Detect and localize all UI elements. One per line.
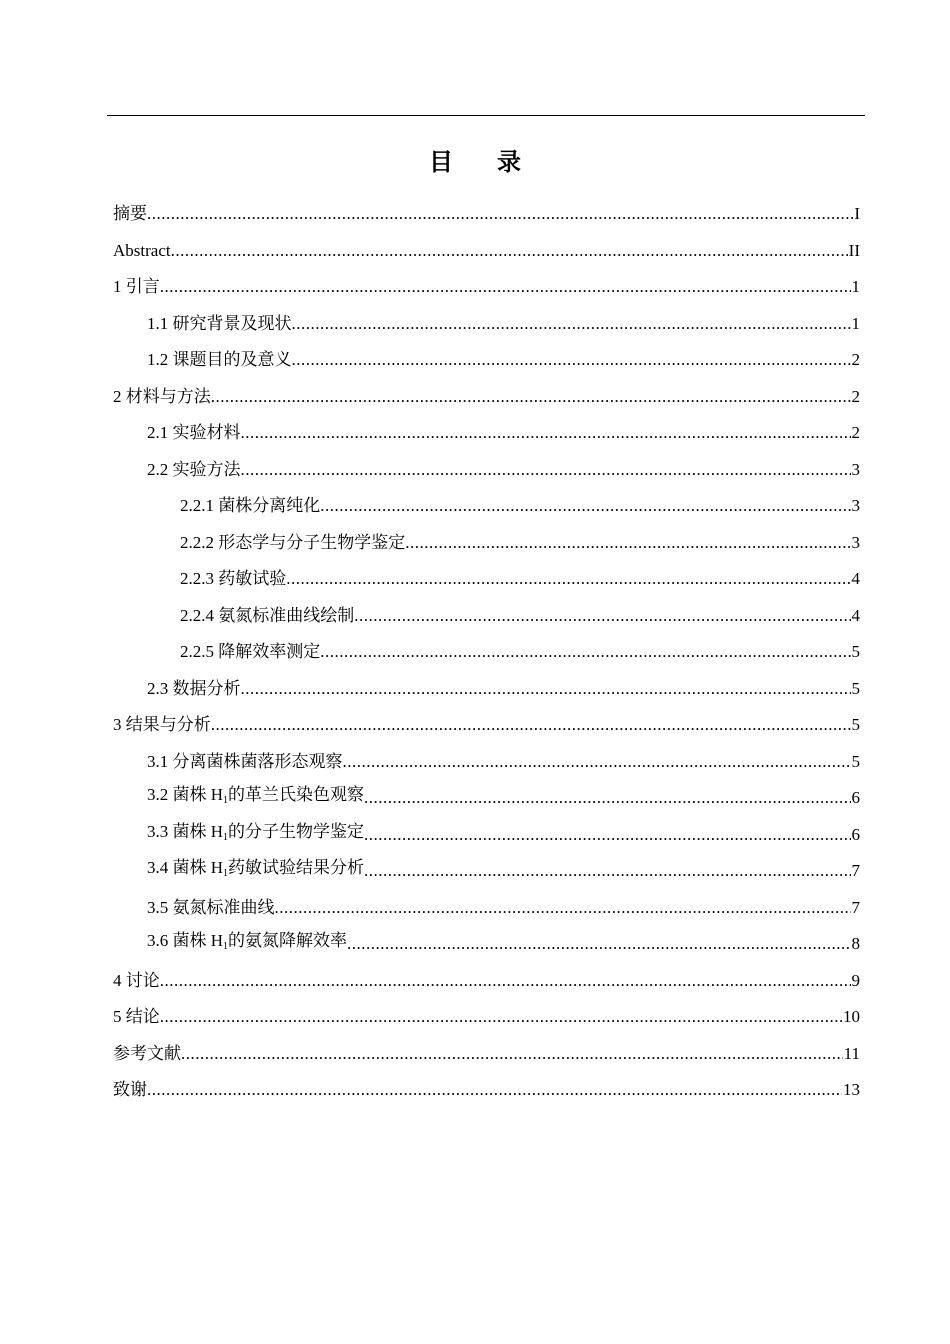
toc-page-number: 13 — [843, 1080, 860, 1099]
toc-entry-references[interactable] — [113, 1036, 860, 1073]
toc-entry-acknowledgements[interactable] — [113, 1072, 860, 1109]
toc-entry-section-2-3[interactable] — [113, 671, 860, 708]
toc-page-number: II — [848, 240, 860, 260]
toc-page-number: 5 — [851, 642, 860, 661]
toc-page-number: 5 — [851, 715, 860, 734]
toc-entry-label: 2.2.4 氨氮标准曲线绘制 — [180, 605, 355, 625]
toc-page-number: 10 — [843, 1007, 860, 1026]
toc-dot-leader — [241, 415, 851, 452]
toc-entry-section-3-3[interactable] — [113, 817, 860, 854]
toc-entry-label: 3 结果与分析 — [113, 715, 211, 734]
toc-entry-label: 致谢 — [113, 1080, 147, 1099]
toc-entry-section-4[interactable] — [113, 963, 860, 1000]
toc-page-number: 6 — [851, 824, 860, 844]
toc-title — [0, 146, 950, 178]
toc-entry-label — [147, 777, 364, 817]
toc-entry-label — [147, 850, 364, 890]
toc-page-number: 2 — [851, 350, 860, 369]
toc-entry-label-subscript: 1 — [223, 868, 229, 879]
toc-dot-leader — [347, 926, 850, 963]
toc-entry-label: 4 讨论 — [113, 970, 160, 990]
toc-entry-label-subscript: 1 — [223, 941, 229, 952]
toc-page-number: 6 — [851, 788, 860, 807]
toc-entry-label: 2.2.3 药敏试验 — [180, 569, 287, 588]
toc-dot-leader — [364, 853, 850, 890]
toc-entry-label-suffix: 的氨氮降解效率 — [228, 931, 348, 950]
toc-entry-section-1[interactable] — [113, 269, 860, 306]
toc-entry-label: 2.2.1 菌株分离纯化 — [180, 496, 321, 515]
toc-page-number: 9 — [851, 970, 860, 990]
toc-entry-section-3-4[interactable] — [113, 853, 860, 890]
toc-entry-section-2-1[interactable] — [113, 415, 860, 452]
toc-entry-label: 2.2 实验方法 — [147, 459, 241, 479]
toc-page-number: 1 — [851, 277, 860, 296]
toc-entry-section-1-2[interactable] — [113, 342, 860, 379]
toc-entry-section-3-1[interactable] — [113, 744, 860, 781]
toc-page-number: 4 — [851, 569, 860, 588]
toc-entry-abstract-en[interactable] — [113, 233, 860, 270]
toc-page-number: 2 — [851, 423, 860, 442]
toc-entry-section-3-5[interactable] — [113, 890, 860, 927]
toc-entry-label-subscript: 1 — [223, 795, 229, 806]
toc-dot-leader — [160, 269, 851, 306]
toc-dot-leader — [364, 780, 850, 817]
toc-entry-section-2-2-5[interactable] — [113, 634, 860, 671]
header-rule — [107, 115, 865, 116]
toc-entry-label-suffix: 的革兰氏染色观察 — [228, 785, 365, 804]
toc-entry-label: 2 材料与方法 — [113, 386, 211, 406]
toc-dot-leader — [241, 452, 851, 489]
toc-entry-label: 3.5 氨氮标准曲线 — [147, 897, 275, 917]
toc-entry-section-2-2[interactable] — [113, 452, 860, 489]
toc-entry-label: 2.2.2 形态学与分子生物学鉴定 — [180, 532, 406, 552]
toc-page-number: 8 — [851, 934, 860, 953]
toc-page-number: 4 — [851, 605, 860, 625]
toc-entry-label: 摘要 — [113, 204, 147, 223]
toc-dot-leader — [286, 561, 850, 598]
toc-entry-abstract-cn[interactable] — [113, 196, 860, 233]
toc-entry-section-2-2-3[interactable] — [113, 561, 860, 598]
toc-dot-leader — [241, 671, 851, 708]
toc-dot-leader — [211, 707, 851, 744]
toc-entry-label: 1.2 课题目的及意义 — [147, 350, 292, 369]
toc-list — [113, 196, 860, 1109]
toc-page-number: 2 — [851, 386, 860, 406]
toc-entry-label-prefix: 3.3 菌株 H — [147, 821, 224, 841]
toc-entry-section-5[interactable] — [113, 999, 860, 1036]
toc-page-number: 1 — [851, 313, 860, 333]
toc-entry-label: 3.1 分离菌株菌落形态观察 — [147, 751, 343, 771]
toc-entry-section-2-2-1[interactable] — [113, 488, 860, 525]
toc-entry-section-2-2-4[interactable] — [113, 598, 860, 635]
toc-dot-leader — [181, 1036, 843, 1073]
toc-dot-leader — [160, 999, 842, 1036]
toc-dot-leader — [320, 634, 850, 671]
toc-dot-leader — [405, 525, 850, 562]
toc-entry-label-subscript: 1 — [223, 831, 229, 843]
toc-page-number: 11 — [843, 1043, 860, 1063]
toc-page-number: 3 — [851, 532, 860, 552]
toc-entry-label: 2.3 数据分析 — [147, 678, 241, 698]
toc-entry-section-2-2-2[interactable] — [113, 525, 860, 562]
toc-entry-label-prefix: 3.6 菌株 H — [147, 931, 224, 950]
toc-entry-label-suffix: 药敏试验结果分析 — [228, 858, 365, 877]
toc-page-number: 3 — [851, 496, 860, 515]
toc-title-char-1: 目 — [429, 148, 453, 176]
toc-dot-leader — [343, 744, 851, 781]
toc-page-number: 7 — [851, 861, 860, 880]
toc-entry-label: 参考文献 — [113, 1043, 181, 1063]
toc-dot-leader — [147, 1072, 842, 1109]
toc-entry-label — [147, 814, 364, 854]
toc-entry-label-prefix: 3.2 菌株 H — [147, 785, 224, 804]
toc-dot-leader — [292, 342, 851, 379]
toc-dot-leader — [147, 196, 853, 233]
toc-page-number: 5 — [851, 751, 860, 771]
toc-dot-leader — [160, 963, 851, 1000]
toc-entry-section-1-1[interactable] — [113, 306, 860, 343]
toc-entry-section-3-2[interactable] — [113, 780, 860, 817]
toc-entry-label: 1 引言 — [113, 277, 160, 296]
toc-entry-label: Abstract — [113, 240, 171, 260]
toc-entry-label-suffix: 的分子生物学鉴定 — [228, 821, 365, 841]
toc-title-char-2: 录 — [497, 148, 521, 176]
toc-entry-label: 2.2.5 降解效率测定 — [180, 642, 321, 661]
toc-dot-leader — [320, 488, 850, 525]
toc-entry-section-3[interactable] — [113, 707, 860, 744]
toc-page-number: 3 — [851, 459, 860, 479]
toc-page-number: 7 — [851, 897, 860, 917]
toc-dot-leader — [171, 233, 848, 270]
toc-dot-leader — [211, 379, 851, 416]
toc-entry-section-3-6[interactable] — [113, 926, 860, 963]
toc-entry-label: 1.1 研究背景及现状 — [147, 313, 292, 333]
toc-dot-leader — [354, 598, 850, 635]
toc-entry-label — [147, 923, 347, 963]
toc-dot-leader — [275, 890, 851, 927]
toc-entry-label: 5 结论 — [113, 1007, 160, 1026]
toc-entry-label-prefix: 3.4 菌株 H — [147, 858, 224, 877]
toc-entry-section-2[interactable] — [113, 379, 860, 416]
toc-dot-leader — [292, 306, 851, 343]
toc-entry-label: 2.1 实验材料 — [147, 423, 241, 442]
toc-page-number: 5 — [851, 678, 860, 698]
toc-dot-leader — [364, 817, 850, 854]
toc-page-number: I — [854, 204, 860, 223]
